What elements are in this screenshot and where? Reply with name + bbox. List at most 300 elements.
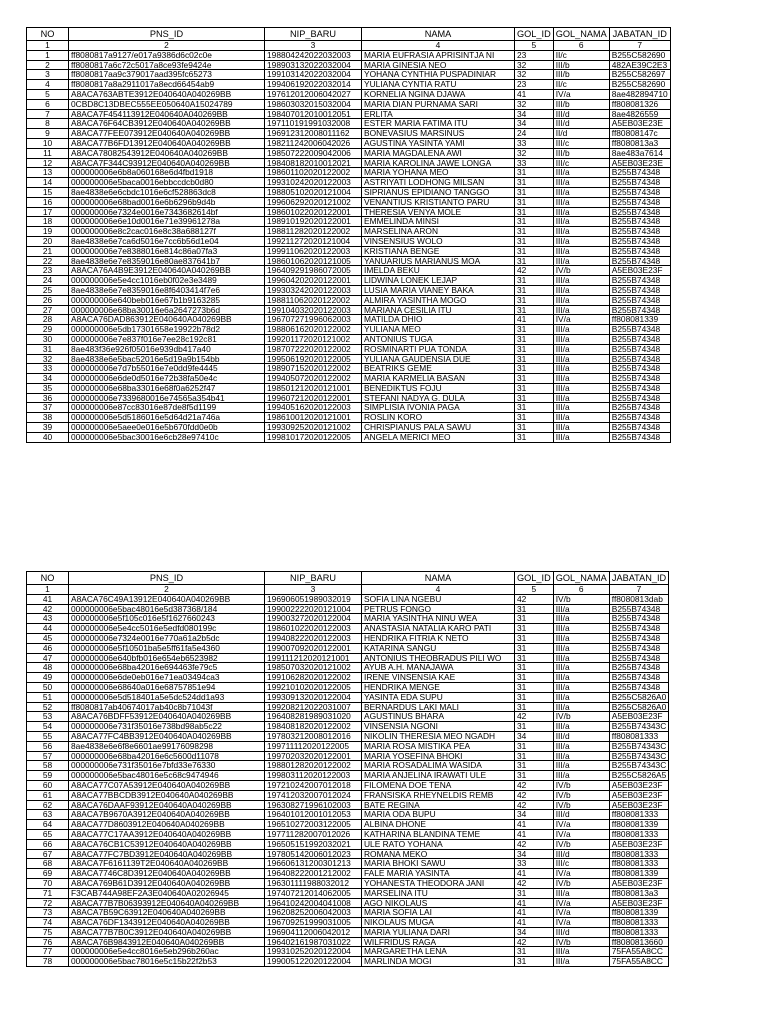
cell-no: 32 [27,354,69,364]
cell-nip-baru: 196505151992032021 [265,839,362,849]
cell-gol-nama: III/a [553,741,609,751]
cell-jabatan-id: ff808081333 [609,829,668,839]
table-row [27,761,669,771]
cell-nip-baru: 197805142006012023 [265,849,362,859]
cell-pns-id: A8ACA7F344C93912E040640A040269BB [69,158,265,168]
cell-gol-id: 33 [515,859,554,869]
cell-no: 9 [27,129,69,139]
cell-nip-baru: 199607212020122001 [265,393,362,403]
cell-gol-nama: III/a [553,178,609,188]
data-table-2 [26,571,669,967]
cell-jabatan-id: B255B74348 [609,633,668,643]
cell-no: 7 [27,109,69,119]
cell-gol-id: 31 [515,653,554,663]
cell-nama: MARIA MAGDALENA AWI [362,148,515,158]
cell-jabatan-id: 8ae482894710 [609,89,670,99]
cell-nama: MARIA DIAN PURNAMA SARI [362,99,515,109]
cell-jabatan-id: B255B74348 [609,663,668,673]
cell-no: 74 [27,918,69,928]
cell-pns-id: 000000006e8c2cac016e8c38a688127f [69,227,265,237]
table-row [27,197,671,207]
table-row [27,849,669,859]
table-row [27,624,669,634]
table-row [27,315,671,325]
cell-no: 64 [27,820,69,830]
column-number-row [27,585,669,595]
cell-pns-id: A8ACA77D8603912E040640A040269BB [69,820,265,830]
cell-nama: AGUSTINA YASINTA YAMI [362,138,515,148]
cell-nama: LUSIA MARIA VIANEY BAKA [362,285,515,295]
cell-gol-id: 31 [515,692,554,702]
cell-no: 69 [27,869,69,879]
cell-gol-nama: III/b [553,70,609,80]
cell-jabatan-id: ff8080813a3 [609,888,668,898]
cell-jabatan-id: A5EB03E23E [609,119,670,129]
table-row [27,276,671,286]
cell-pns-id: 000000006e68ba30016e6a2647273b6d [69,305,265,315]
table-row [27,780,669,790]
cell-pns-id: 000000006e7e8388016e814c86a07fa3 [69,246,265,256]
cell-gol-nama: III/a [553,947,609,957]
column-number: 2 [69,585,265,595]
cell-jabatan-id: 75FA55A8CC [609,957,668,967]
cell-nama: ROSLIN KORO [362,413,515,423]
cell-gol-id: 23 [515,80,554,90]
cell-jabatan-id: ff808081333 [609,918,668,928]
cell-nip-baru: 198804242022032003 [265,50,362,60]
cell-nama: EMMELINDA MINSI [362,217,515,227]
cell-no: 73 [27,908,69,918]
cell-gol-id: 31 [515,741,554,751]
cell-pns-id: 000000006e5d518401a5e5dc524dd1a93 [69,692,265,702]
cell-no: 25 [27,285,69,295]
cell-no: 2 [27,60,69,70]
table-row [27,295,671,305]
cell-nip-baru: 199309132020122004 [265,692,362,702]
cell-nip-baru: 196408222001212002 [265,869,362,879]
table-row [27,594,669,604]
cell-nama: MARIA ROSADALIMA WASIDA [362,761,515,771]
cell-pns-id: ff8080817a6c72c5017a8ce93fe9424e [69,60,265,70]
cell-pns-id: A8ACA77FC4BB3912E040640A040269BB [69,731,265,741]
table-row [27,227,671,237]
cell-jabatan-id: B255B74348 [609,236,670,246]
cell-gol-id: 31 [515,256,554,266]
header-row [27,572,669,585]
cell-nama: MARIA YASINTHA NINU WEA [362,614,515,624]
cell-jabatan-id: ff8080813dab [609,594,668,604]
cell-nip-baru: 199111212020121001 [265,653,362,663]
cell-no: 36 [27,393,69,403]
cell-jabatan-id: A5EB03E23F [609,800,668,810]
cell-gol-nama: IV/b [553,800,609,810]
cell-pns-id: A8ACA76F64CB3912E040640A040269BB [69,119,265,129]
cell-gol-id: 41 [515,918,554,928]
cell-pns-id: A8ACA76BDFF53912E040640A040269BB [69,712,265,722]
cell-no: 49 [27,673,69,683]
cell-pns-id: 8ae4838e6e7e8359016e8f6403414f7e6 [69,285,265,295]
cell-nama: IRENE VINSENSIA KAE [362,673,515,683]
cell-gol-nama: III/a [553,692,609,702]
cell-pns-id: 000000006e87cc83016e87de8f5d1199 [69,403,265,413]
cell-nama: KORNELIA NGINA DJAWA [362,89,515,99]
cell-no: 46 [27,643,69,653]
cell-pns-id: A8ACA77C17AA3912E040640A040269BB [69,829,265,839]
cell-gol-id: 34 [515,927,554,937]
table-row [27,692,669,702]
table-row [27,918,669,928]
cell-jabatan-id: A5EB03E23F [609,712,668,722]
table-row [27,423,671,433]
cell-jabatan-id: B255B74348 [609,168,670,178]
cell-nip-baru: 196401012001012053 [265,810,362,820]
cell-nama: MARIANA CESILIA ITU [362,305,515,315]
table-row [27,682,669,692]
cell-pns-id: 000000006e7339680016e74565a354b41 [69,393,265,403]
column-header-no: NO [27,28,69,41]
column-header-gol-id: GOL_ID [515,572,554,585]
cell-nama: ANASTASIA NATALIA KARO PATI [362,624,515,634]
cell-nama: VINSENSIUS WOLO [362,236,515,246]
cell-nama: HENDRIKA MENGE [362,682,515,692]
cell-nip-baru: 196707271996062003 [265,315,362,325]
cell-nip-baru: 196912312008011162 [265,129,362,139]
cell-jabatan-id: 8ae4826559 [609,109,670,119]
cell-pns-id: A8ACA7B59C63912E040640A040269BB [69,908,265,918]
cell-nip-baru: 198407012010012051 [265,109,362,119]
column-header-nama: NAMA [362,28,515,41]
cell-pns-id: 8ae4838e6e7e8359016e80ae837641b7 [69,256,265,266]
cell-jabatan-id: B255B74348 [609,305,670,315]
cell-no: 53 [27,712,69,722]
cell-gol-id: 32 [515,148,554,158]
cell-no: 56 [27,741,69,751]
cell-gol-nama: III/a [553,276,609,286]
cell-nama: MARIA GINESIA NEO [362,60,515,70]
cell-pns-id: 000000006e7324e0016e770a61a2b5dc [69,633,265,643]
cell-gol-id: 42 [515,800,554,810]
cell-pns-id: 000000006e7e837f016e7ee28c192c81 [69,334,265,344]
cell-no: 18 [27,217,69,227]
column-header-pns-id: PNS_ID [69,572,265,585]
cell-nip-baru: 198707222020122002 [265,344,362,354]
cell-no: 1 [27,50,69,60]
cell-nama: VINSENSIA NGONI [362,722,515,732]
cell-gol-nama: III/d [553,927,609,937]
cell-no: 35 [27,383,69,393]
cell-no: 39 [27,423,69,433]
data-table-1 [26,27,671,443]
cell-pns-id: 000000006e5bac30016e6cb28e97410c [69,432,265,442]
table-row [27,305,671,315]
column-header-nip-baru: NIP_BARU [265,28,362,41]
cell-nip-baru: 199106282020122002 [265,673,362,683]
cell-gol-id: 41 [515,820,554,830]
cell-no: 15 [27,187,69,197]
cell-no: 50 [27,682,69,692]
cell-nip-baru: 198507222009042006 [265,148,362,158]
table-row [27,325,671,335]
column-header-pns-id: PNS_ID [69,28,265,41]
cell-nama: MARIA YOHANA MEO [362,168,515,178]
cell-nip-baru: 199310242020122003 [265,178,362,188]
cell-nama: NIKOLAUS MUGA [362,918,515,928]
cell-pns-id: 000000006e640beb016e67b1b9163285 [69,295,265,305]
cell-nama: ROSMINARTI PUA TONDA [362,344,515,354]
cell-nip-baru: 196510272003122005 [265,820,362,830]
cell-jabatan-id: A5EB03E23F [609,266,670,276]
table-row [27,731,669,741]
table-row [27,878,669,888]
table-row [27,109,671,119]
cell-no: 44 [27,624,69,634]
column-header-jabatan-id: JABATAN_ID [609,28,670,41]
cell-nama: MARIA KARMELIA BASAN [362,374,515,384]
cell-gol-nama: III/a [553,168,609,178]
cell-nama: AGUSTINUS BHARA [362,712,515,722]
cell-nip-baru: 199810172020122005 [265,432,362,442]
cell-gol-nama: III/a [553,393,609,403]
cell-nip-baru: 199405162020122003 [265,403,362,413]
cell-gol-nama: III/a [553,888,609,898]
cell-nip-baru: 199911062020122003 [265,246,362,256]
table-row [27,383,671,393]
cell-gol-nama: III/a [553,957,609,967]
cell-nama: YOHANESTA THEODORA JANI [362,878,515,888]
column-number: 3 [265,41,362,51]
table-row [27,859,669,869]
cell-nama: BONEVASIUS MARSINUS [362,129,515,139]
cell-pns-id: 000000006e5aee0e016e5b670fdd0e0b [69,423,265,433]
cell-gol-id: 31 [515,197,554,207]
cell-no: 76 [27,937,69,947]
cell-no: 38 [27,413,69,423]
cell-nip-baru: 198408182020122002 [265,722,362,732]
cell-jabatan-id: B255B74343C [609,741,668,751]
cell-nip-baru: 198601102020122002 [265,168,362,178]
cell-jabatan-id: ff808081333 [609,927,668,937]
cell-nama: ALMIRA YASINTHA MOGO [362,295,515,305]
cell-gol-id: 34 [515,810,554,820]
cell-nip-baru: 199408222020122003 [265,633,362,643]
cell-gol-nama: III/a [553,771,609,781]
cell-gol-nama: III/d [553,849,609,859]
cell-no: 60 [27,780,69,790]
cell-jabatan-id: B255B74348 [609,334,670,344]
table-row [27,178,671,188]
table-row [27,614,669,624]
cell-no: 71 [27,888,69,898]
table-row [27,60,671,70]
cell-nama: ANGELA MERICI MEO [362,432,515,442]
cell-nama: YULIANA GAUDENSIA DUE [362,354,515,364]
cell-nip-baru: 196709251999031005 [265,918,362,928]
cell-gol-id: 31 [515,624,554,634]
table-row [27,643,669,653]
cell-gol-nama: III/a [553,197,609,207]
cell-gol-id: 41 [515,315,554,325]
cell-nip-baru: 197412032007012024 [265,790,362,800]
cell-jabatan-id: B255B74348 [609,285,670,295]
cell-gol-id: 41 [515,898,554,908]
table-row [27,771,669,781]
cell-pns-id: A8ACA77B7B0C3912E040640A040269BB [69,927,265,937]
cell-gol-id: 42 [515,266,554,276]
column-header-jabatan-id: JABATAN_ID [609,572,668,585]
cell-gol-nama: III/a [553,633,609,643]
cell-gol-nama: III/a [553,761,609,771]
cell-no: 43 [27,614,69,624]
cell-gol-nama: III/a [553,344,609,354]
cell-gol-id: 31 [515,236,554,246]
cell-jabatan-id: B255B74348 [609,295,670,305]
cell-nama: BENEDIKTUS FOJU [362,383,515,393]
cell-nama: WILFRIDUS RAGA [362,937,515,947]
cell-jabatan-id: B255B74343C [609,722,668,732]
cell-pns-id: 000000006e6b8a060168e6d4fbd1918 [69,168,265,178]
cell-gol-id: 31 [515,334,554,344]
table-row [27,285,671,295]
cell-gol-nama: III/d [553,109,609,119]
cell-pns-id: 000000006e7324e0016e7343682614bf [69,207,265,217]
cell-gol-nama: III/a [553,207,609,217]
cell-nama: MATILDA DHIO [362,315,515,325]
cell-jabatan-id: B255B74348 [609,423,670,433]
column-number: 5 [515,41,554,51]
cell-gol-nama: III/c [553,158,609,168]
cell-gol-nama: IV/b [553,712,609,722]
cell-nip-baru: 199506192020122005 [265,354,362,364]
cell-gol-id: 41 [515,829,554,839]
cell-nip-baru: 198601022020122003 [265,624,362,634]
cell-jabatan-id: ff808081326 [609,99,670,109]
cell-no: 29 [27,325,69,335]
cell-gol-id: 31 [515,722,554,732]
cell-jabatan-id: ff808081333 [609,810,668,820]
cell-jabatan-id: ff808081339 [609,820,668,830]
cell-jabatan-id: B255B74343C [609,761,668,771]
table-row [27,908,669,918]
table-row [27,364,671,374]
cell-nama: NIKOLIN THERESIA MEO NGADH [362,731,515,741]
column-number: 7 [609,585,668,595]
cell-gol-id: 33 [515,158,554,168]
cell-pns-id: 000000006e5f105c016e5f1627660243 [69,614,265,624]
cell-gol-id: 31 [515,168,554,178]
cell-no: 20 [27,236,69,246]
column-number: 1 [27,41,69,51]
table-row [27,633,669,643]
cell-pns-id: 000000006e6e10d0016e71e39961278a [69,217,265,227]
cell-pns-id: 000000006e731f35016e7bfd33e76330 [69,761,265,771]
cell-nip-baru: 199003272020122004 [265,614,362,624]
cell-nama: AGO NIKOLAUS [362,898,515,908]
cell-nama: YOHANA CYNTHIA PUSPADINIAR [362,70,515,80]
table-row [27,869,669,879]
cell-gol-id: 31 [515,423,554,433]
cell-gol-nama: IV/b [553,266,609,276]
cell-gol-id: 31 [515,217,554,227]
cell-gol-id: 31 [515,957,554,967]
table-row [27,80,671,90]
cell-gol-id: 31 [515,374,554,384]
cell-gol-id: 31 [515,383,554,393]
column-header-no: NO [27,572,69,585]
cell-no: 45 [27,633,69,643]
table-row [27,888,669,898]
cell-pns-id: 000000006e5d5186016e5d64d21a746a [69,413,265,423]
cell-no: 62 [27,800,69,810]
cell-nip-baru: 196606131200301213 [265,859,362,869]
cell-jabatan-id: B255C582690 [609,50,670,60]
table-row [27,898,669,908]
cell-nama: YASINTA EDA SUPU [362,692,515,702]
table-row [27,673,669,683]
cell-jabatan-id: ff808081333 [609,849,668,859]
cell-jabatan-id: B255B74348 [609,178,670,188]
cell-no: 61 [27,790,69,800]
cell-jabatan-id: B255C582697 [609,70,670,80]
cell-gol-id: 42 [515,712,554,722]
cell-nama: MARGARETHA LENA [362,947,515,957]
table-row [27,266,671,276]
cell-jabatan-id: ff808081339 [609,315,670,325]
column-number: 4 [362,41,515,51]
table-row [27,158,671,168]
cell-pns-id: 8ae483f36e926f05016e939db417a40 [69,344,265,354]
cell-nip-baru: 199303242020122003 [265,285,362,295]
cell-gol-id: 32 [515,60,554,70]
cell-gol-id: 42 [515,937,554,947]
cell-nip-baru: 199309252020121002 [265,423,362,433]
cell-nip-baru: 197711282007012026 [265,829,362,839]
cell-nama: MARIA YULIANA DARI [362,927,515,937]
cell-no: 67 [27,849,69,859]
cell-gol-nama: III/a [553,722,609,732]
table-row [27,810,669,820]
cell-nip-baru: 199702032020122001 [265,751,362,761]
table-row [27,89,671,99]
cell-no: 19 [27,227,69,237]
cell-nama: THERESIA VENYA MOLE [362,207,515,217]
cell-no: 26 [27,295,69,305]
cell-pns-id: A8ACA77B7B06393912E040640A040269BB [69,898,265,908]
cell-no: 41 [27,594,69,604]
cell-jabatan-id: B255C5826A0 [609,692,668,702]
cell-nama: ERLITA [362,109,515,119]
cell-jabatan-id: B255B74348 [609,276,670,286]
cell-nip-baru: 199604202020122001 [265,276,362,286]
cell-nip-baru: 196408281989031020 [265,712,362,722]
cell-no: 27 [27,305,69,315]
cell-no: 63 [27,810,69,820]
cell-gol-id: 34 [515,109,554,119]
cell-gol-nama: IV/a [553,89,609,99]
cell-no: 21 [27,246,69,256]
cell-pns-id: A8ACA769B61D3912E040640A040269BB [69,878,265,888]
cell-jabatan-id: B255B74348 [609,354,670,364]
cell-jabatan-id: B255B74348 [609,682,668,692]
cell-no: 3 [27,70,69,80]
cell-gol-nama: III/a [553,227,609,237]
cell-pns-id: 000000006e6de0d5016e72b38fa50e4c [69,374,265,384]
cell-gol-id: 31 [515,614,554,624]
table-row [27,663,669,673]
table-row [27,148,671,158]
cell-nama: ESTER MARIA FATIMA ITU [362,119,515,129]
cell-gol-nama: III/a [553,624,609,634]
cell-nip-baru: 199007092020122001 [265,643,362,653]
